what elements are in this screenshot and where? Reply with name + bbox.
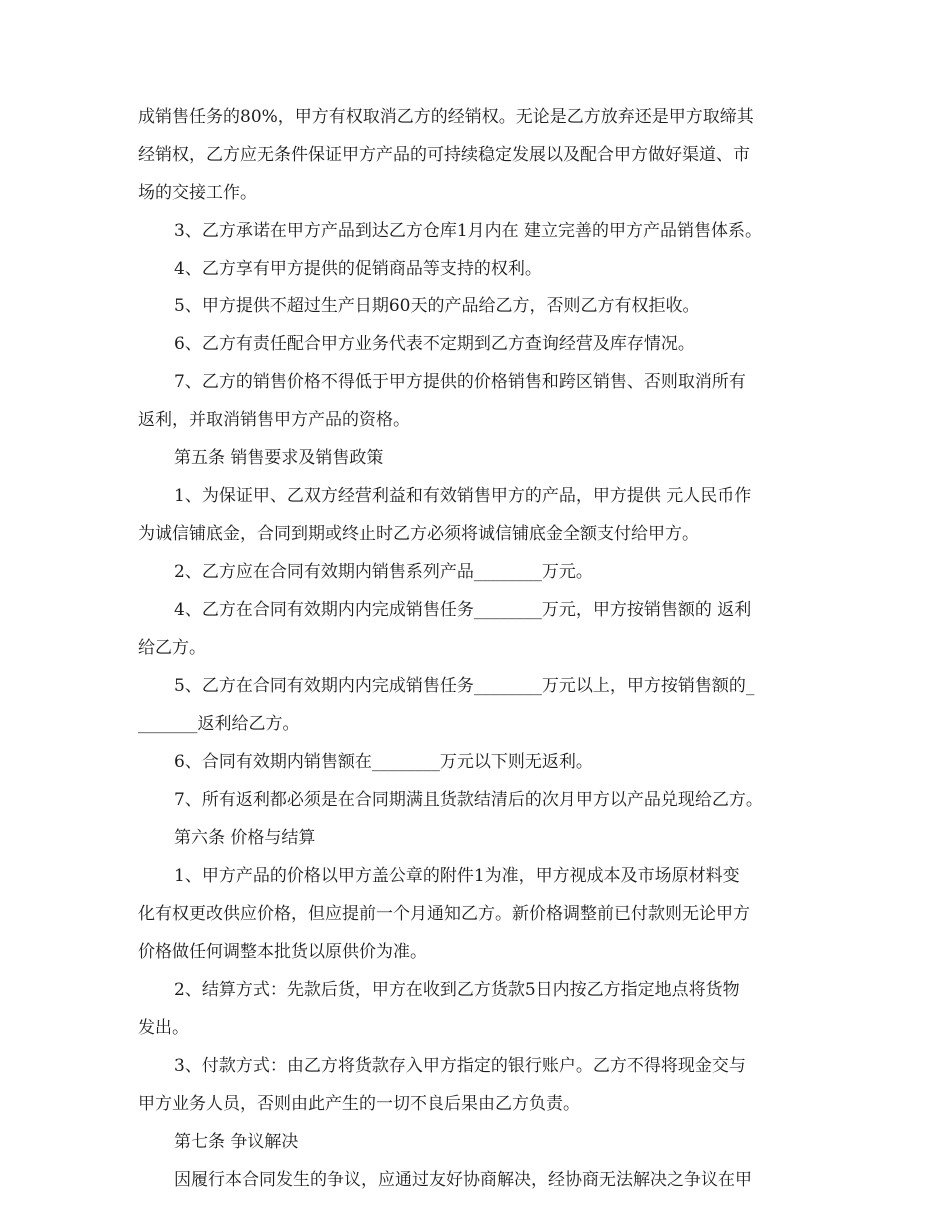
text-line: 第七条 争议解决 [174,1132,299,1152]
text-line: 成销售任务的80%，甲方有权取消乙方的经销权。无论是乙方放弃还是甲方取缔其 [138,107,754,127]
text-line: 价格做任何调整本批货以原供价为准。 [138,942,427,962]
text-line: 为诚信铺底金，合同到期或终止时乙方必须将诚信铺底金全额支付给甲方。 [138,524,699,544]
text-line: 3、付款方式：由乙方将货款存入甲方指定的银行账户。乙方不得将现金交与 [174,1056,746,1076]
text-line: 2、乙方应在合同有效期内销售系列产品________万元。 [174,562,593,582]
text-line: 场的交接工作。 [138,183,257,203]
text-line: 给乙方。 [138,638,206,658]
text-line: 因履行本合同发生的争议，应通过友好协商解决，经协商无法解决之争议在甲 [174,1170,752,1190]
text-line: 3、乙方承诺在甲方产品到达乙方仓库1月内在 建立完善的甲方产品销售体系。 [174,221,763,241]
text-line: 2、结算方式：先款后货，甲方在收到乙方货款5日内按乙方指定地点将货物 [174,980,740,1000]
text-line: 7、乙方的销售价格不得低于甲方提供的价格销售和跨区销售、否则取消所有 [174,372,746,392]
text-line: 返利，并取消销售甲方产品的资格。 [138,410,410,430]
text-line: 7、所有返利都必须是在合同期满且货款结清后的次月甲方以产品兑现给乙方。 [174,790,763,810]
text-line: 5、乙方在合同有效期内内完成销售任务________万元以上，甲方按销售额的_ [174,676,755,696]
text-line: 4、乙方在合同有效期内内完成销售任务________万元，甲方按销售额的 返利 [174,600,752,620]
text-line: 6、乙方有责任配合甲方业务代表不定期到乙方查询经营及库存情况。 [174,334,695,354]
text-line: 6、合同有效期内销售额在________万元以下则无返利。 [174,752,593,772]
text-line: 5、甲方提供不超过生产日期60天的产品给乙方，否则乙方有权拒收。 [174,296,700,316]
text-line: _______返利给乙方。 [138,714,300,734]
text-line: 1、甲方产品的价格以甲方盖公章的附件1为准，甲方视成本及市场原材料变 [174,866,740,886]
text-line: 1、为保证甲、乙双方经营利益和有效销售甲方的产品，甲方提供 元人民币作 [174,486,752,506]
text-line: 4、乙方享有甲方提供的促销商品等支持的权利。 [174,259,542,279]
text-line: 第六条 价格与结算 [174,828,316,848]
text-line: 甲方业务人员，否则由此产生的一切不良后果由乙方负责。 [138,1094,580,1114]
text-line: 发出。 [138,1018,189,1038]
text-line: 经销权，乙方应无条件保证甲方产品的可持续稳定发展以及配合甲方做好渠道、市 [138,145,750,165]
text-line: 第五条 销售要求及销售政策 [174,448,384,468]
text-line: 化有权更改供应价格，但应提前一个月通知乙方。新价格调整前已付款则无论甲方 [138,904,750,924]
